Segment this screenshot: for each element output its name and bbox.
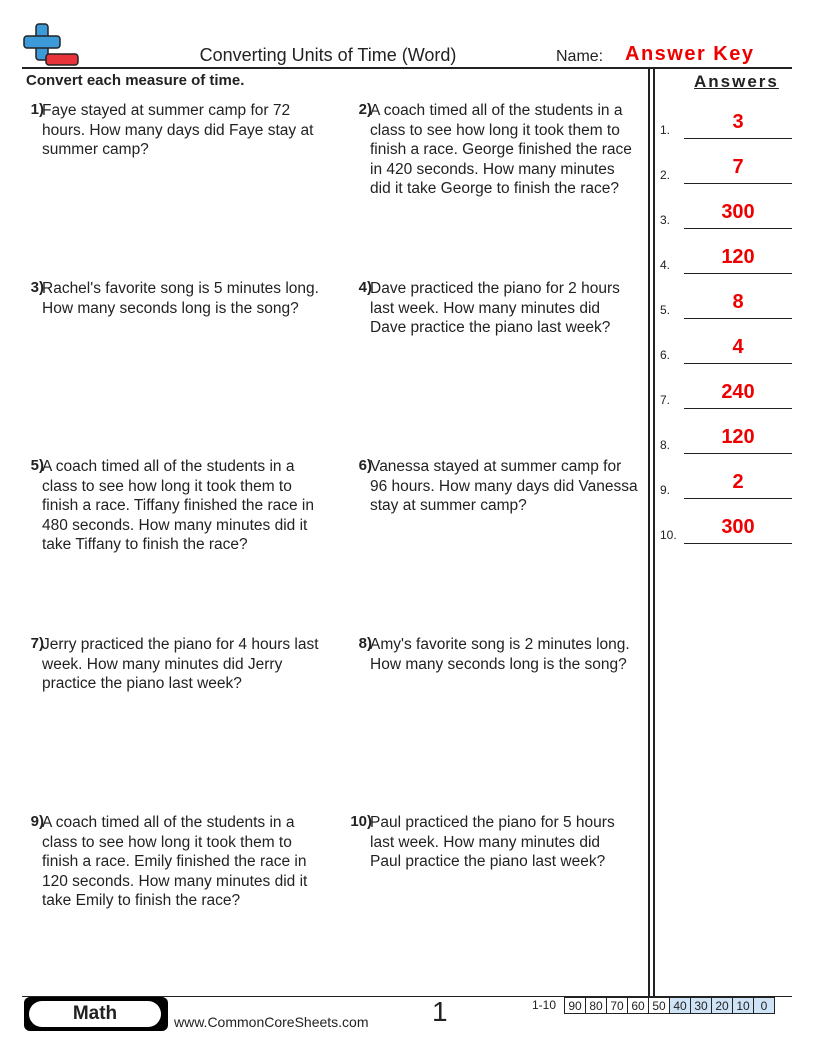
problem-number: 6) (358, 457, 372, 474)
problem-number: 2) (358, 101, 372, 118)
answer-line (684, 183, 792, 184)
problem-number: 4) (358, 279, 372, 296)
answer-row-8 (658, 418, 792, 454)
answer-value: 300 (721, 516, 755, 538)
score-cell: 10 (733, 998, 754, 1014)
problem-number: 8) (358, 635, 372, 652)
answer-line (684, 498, 792, 499)
answer-line (684, 408, 792, 409)
score-cell: 0 (754, 998, 775, 1014)
answer-value: 7 (732, 156, 744, 178)
score-cell: 40 (670, 998, 691, 1014)
answer-row-7 (658, 373, 792, 409)
problem-text: A coach timed all of the students in a class to see how long it took them to finish a race. Emily finished the race in 120 seconds. How many minutes did it take Emily to finish the race? (42, 814, 308, 909)
score-table (564, 997, 775, 1014)
answer-line (684, 453, 792, 454)
subject-badge (24, 997, 168, 1031)
answer-line (684, 228, 792, 229)
problem-text: Jerry practiced the piano for 4 hours last week. How many minutes did Jerry practice the piano last week? (42, 636, 319, 692)
answers-heading: Answers (694, 72, 779, 91)
answer-row-5 (658, 283, 792, 319)
problem-text: Amy's favorite song is 2 minutes long. How many seconds long is the song? (370, 636, 630, 673)
problem-number: 7) (30, 635, 44, 652)
problem-number: 1) (30, 101, 44, 118)
answer-value: 3 (732, 111, 744, 133)
answer-index: 8. (660, 438, 671, 452)
answer-row-6 (658, 328, 792, 364)
answer-index: 7. (660, 393, 671, 407)
answer-line (684, 273, 792, 274)
score-cell: 60 (628, 998, 649, 1014)
answer-value: 2 (732, 471, 744, 493)
problem-text: A coach timed all of the students in a class to see how long it took them to finish a race. George finished the race in 420 seconds. How many minutes did it take George to finish the race? (370, 102, 632, 197)
answer-row-2 (658, 148, 792, 184)
answer-index: 9. (660, 483, 671, 497)
answer-row-10 (658, 508, 792, 544)
answer-line (684, 363, 792, 364)
answer-index: 10. (660, 528, 677, 542)
answer-key-label: Answer Key (625, 43, 755, 65)
answer-row-4 (658, 238, 792, 274)
score-cell: 90 (565, 998, 586, 1014)
score-cell: 30 (691, 998, 712, 1014)
problem-text: Rachel's favorite song is 5 minutes long. How many seconds long is the song? (42, 280, 319, 317)
answer-index: 6. (660, 348, 671, 362)
score-range-label: 1-10 (532, 998, 557, 1012)
problem-number: 9) (30, 813, 44, 830)
answer-row-9 (658, 463, 792, 499)
plus-minus-logo-icon (22, 22, 80, 68)
answer-index: 3. (660, 213, 671, 227)
problem-text: Dave practiced the piano for 2 hours last week. How many minutes did Dave practice the piano last week? (370, 280, 620, 336)
answer-row-3 (658, 193, 792, 229)
score-cell: 70 (607, 998, 628, 1014)
website-url: www.CommonCoreSheets.com (174, 1014, 369, 1030)
answer-line (684, 318, 792, 319)
subject-label: Math (29, 1001, 161, 1027)
problem-text: Vanessa stayed at summer camp for 96 hours. How many days did Vanessa stay at summer camp? (370, 458, 638, 514)
problem-number: 3) (30, 279, 44, 296)
answer-value: 4 (732, 336, 744, 358)
answer-line (684, 138, 792, 139)
answer-value: 240 (721, 381, 755, 403)
score-cell: 80 (586, 998, 607, 1014)
problem-number: 5) (30, 457, 44, 474)
instructions: Convert each measure of time. (26, 72, 245, 89)
problem-text: A coach timed all of the students in a class to see how long it took them to finish a race. Tiffany finished the race in 480 seconds. How many minutes did it take Tiffany to finish the race? (42, 458, 314, 553)
problem-text: Faye stayed at summer camp for 72 hours. How many days did Faye stay at summer camp? (42, 102, 314, 158)
answer-value: 300 (721, 201, 755, 223)
score-cell: 50 (649, 998, 670, 1014)
answer-row-1 (658, 103, 792, 139)
page-number: 1 (432, 996, 448, 1027)
answer-value: 120 (721, 246, 755, 268)
answer-index: 5. (660, 303, 671, 317)
answer-index: 4. (660, 258, 671, 272)
name-label: Name: (556, 48, 604, 65)
score-cell: 20 (712, 998, 733, 1014)
answer-line (684, 543, 792, 544)
problem-number: 10) (350, 813, 372, 830)
answer-index: 1. (660, 123, 671, 137)
worksheet-title: Converting Units of Time (Word) (199, 45, 457, 65)
answer-value: 120 (721, 426, 755, 448)
header-divider (22, 67, 792, 69)
problem-text: Paul practiced the piano for 5 hours last week. How many minutes did Paul practice the piano last week? (370, 814, 615, 870)
column-divider-right (653, 68, 655, 996)
column-divider-left (648, 68, 650, 996)
answer-value: 8 (732, 291, 744, 313)
answer-index: 2. (660, 168, 671, 182)
